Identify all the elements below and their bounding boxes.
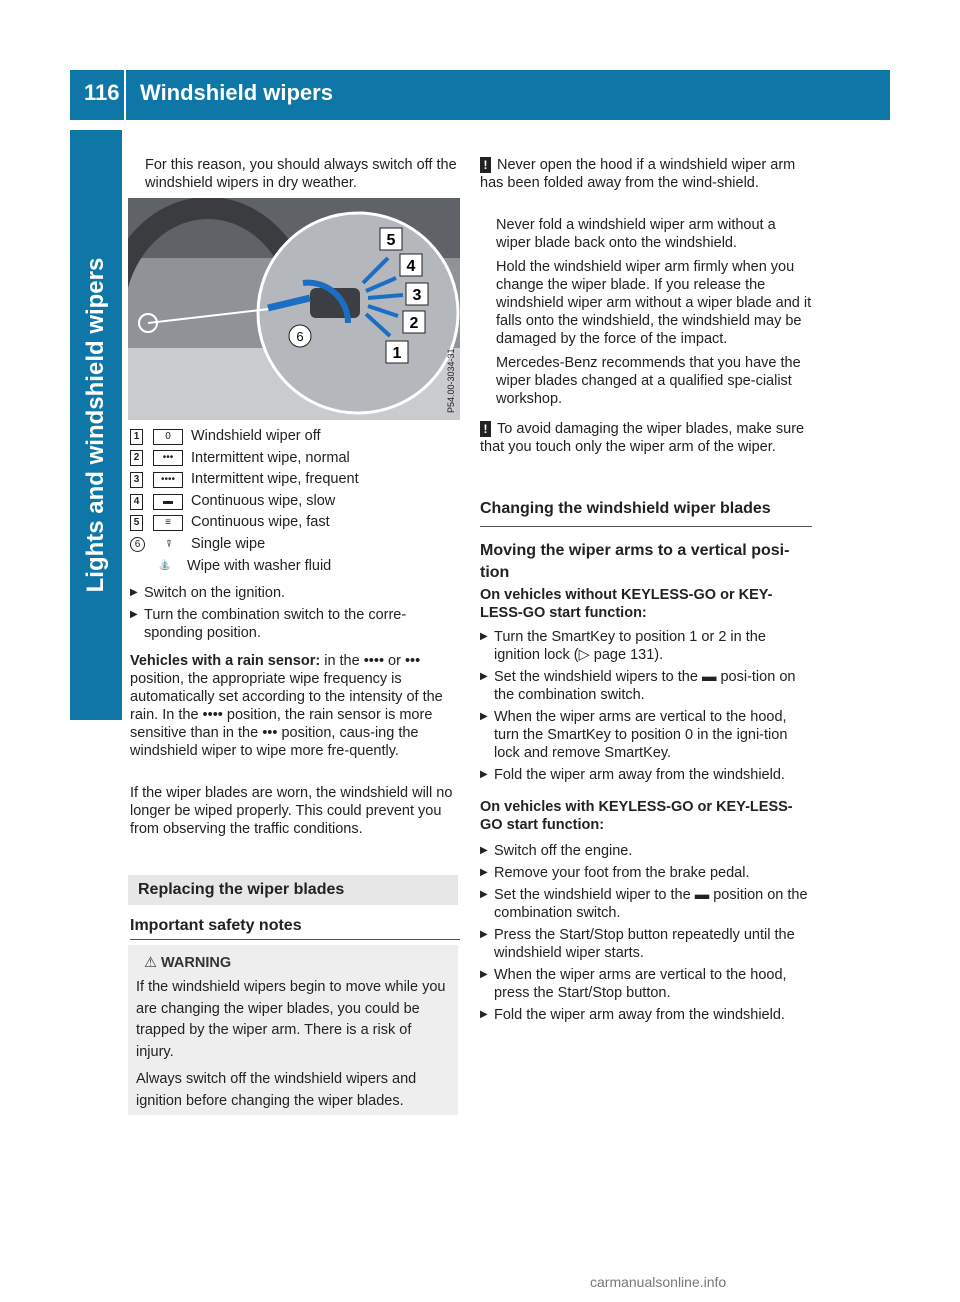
step-item: ▶ When the wiper arms are vertical to the hood, press the Start/Stop button. xyxy=(480,966,812,1002)
legend-item: 6 ⍒ Single wipe xyxy=(130,534,460,556)
page-number: 116 xyxy=(84,80,120,105)
intermittent-frequent-icon: •••• xyxy=(153,472,183,488)
step-item: ▶ When the wiper arms are vertical to the hood, turn the SmartKey to position 0 in the igni-tion lock and remove SmartKey. xyxy=(480,708,812,762)
section-title: Replacing the wiper blades xyxy=(138,881,345,898)
sub-without-keyless: On vehicles without KEYLESS-GO or KEY-LESS-GO start function: xyxy=(480,587,773,621)
heading-rule xyxy=(480,526,812,527)
warning-triangle-icon: ⚠ xyxy=(144,955,162,971)
hold-paragraph: Hold the windshield wiper arm firmly when you change the wiper blade. If you release the windshield wiper arm without a wiper blade and it falls onto the windshield, the windshield may be damaged by the force of the impact. xyxy=(496,259,812,347)
single-wipe-icon: ⍒ xyxy=(166,538,172,550)
warning-heading: ⚠ WARNING xyxy=(144,955,232,971)
workshop-paragraph: Mercedes-Benz recommends that you have the wiper blades changed at a qualified spe-cialist workshop. xyxy=(496,355,801,407)
continuous-fast-icon: ≡ xyxy=(153,515,183,531)
page-title: Windshield wipers xyxy=(140,80,333,105)
header-divider xyxy=(124,70,126,120)
watermark: carmanualsonline.info xyxy=(590,1274,727,1290)
steps-with-keyless xyxy=(480,842,812,1024)
section-band xyxy=(128,875,458,905)
step-item: ▶ Turn the combination switch to the corre-sponding position. xyxy=(130,606,460,642)
continuous-slow-icon: ▬ xyxy=(153,494,183,510)
legend-list xyxy=(130,426,460,577)
legend-item: 1 0 Windshield wiper off xyxy=(130,426,460,448)
subsection-title: Important safety notes xyxy=(130,917,302,934)
legend-item: 4 ▬ Continuous wipe, slow xyxy=(130,491,460,513)
note-blades: ! To avoid damaging the wiper blades, make sure that you touch only the wiper arm of the wiper. xyxy=(480,421,805,455)
warning-body: If the windshield wipers begin to move while you are changing the wiper blades, you could be trapped by the wiper arm. There is a risk of injury. Always switch off the windshield wipers and ignition before changing the wiper blades. xyxy=(136,979,446,1109)
callout-4: 4 xyxy=(406,258,416,275)
legend-item: ⛲ Wipe with washer fluid xyxy=(130,556,460,578)
intermittent-normal-icon: ••• xyxy=(153,450,183,466)
legend-item: 3 •••• Intermittent wipe, frequent xyxy=(130,469,460,491)
step-item: ▶ Set the windshield wiper to the ▬ position on the combination switch. xyxy=(480,886,812,922)
step-item: ▶ Remove your foot from the brake pedal. xyxy=(480,864,812,882)
steps-without-keyless xyxy=(480,628,812,784)
exclamation-icon: ! xyxy=(480,157,491,173)
callout-2: 2 xyxy=(409,315,419,332)
callout-3: 3 xyxy=(412,287,422,304)
note-hood: ! Never open the hood if a windshield wiper arm has been folded away from the wind-shield. xyxy=(480,157,796,191)
figure-illustration xyxy=(128,198,460,420)
intro-text: For this reason, you should always switch off the windshield wipers in dry weather. xyxy=(145,157,457,191)
combination-switch-figure xyxy=(128,198,460,420)
legend-item: 5 ≡ Continuous wipe, fast xyxy=(130,512,460,534)
rain-sensor-paragraph: Vehicles with a rain sensor: in the •••• or ••• position, the appropriate wipe frequency is automatically set according to the intensity of the rain. In the •••• position, the rain sensor is more sensitive than in the ••• position, caus-ing the windshield wiper to wipe more fre-quently. xyxy=(130,653,443,759)
fold-paragraph: Never fold a windshield wiper arm without a wiper blade back onto the windshield. xyxy=(496,217,776,251)
page-header xyxy=(70,70,890,120)
figure-code: P54.00-3034-31 xyxy=(446,348,456,413)
legend-item: 2 ••• Intermittent wipe, normal xyxy=(130,448,460,470)
chapter-side-tab xyxy=(70,130,122,720)
callout-1: 1 xyxy=(392,345,402,362)
heading-changing-blades: Changing the windshield wiper blades xyxy=(480,500,771,517)
heading-moving-arms: Moving the wiper arms to a vertical posi-tion xyxy=(480,542,790,581)
ignition-steps xyxy=(130,584,460,642)
step-item: ▶ Switch on the ignition. xyxy=(130,584,460,602)
step-item: ▶ Fold the wiper arm away from the windshield. xyxy=(480,766,812,784)
washer-fluid-icon: ⛲ xyxy=(158,560,172,572)
chapter-label: Lights and windshield wipers xyxy=(82,257,109,593)
exclamation-icon: ! xyxy=(480,421,491,437)
worn-blades-paragraph: If the wiper blades are worn, the windshield will no longer be wiped properly. This could prevent you from observing the traffic conditions. xyxy=(130,785,453,837)
step-item: ▶ Set the windshield wipers to the ▬ posi-tion on the combination switch. xyxy=(480,668,812,704)
sub-with-keyless: On vehicles with KEYLESS-GO or KEY-LESS-GO start function: xyxy=(480,799,793,833)
step-item: ▶ Fold the wiper arm away from the windshield. xyxy=(480,1006,812,1024)
step-item: ▶ Press the Start/Stop button repeatedly until the windshield wiper starts. xyxy=(480,926,812,962)
subsection-rule xyxy=(130,939,460,940)
step-item: ▶ Turn the SmartKey to position 1 or 2 in the ignition lock (▷ page 131). xyxy=(480,628,812,664)
warning-box xyxy=(128,945,458,1115)
callout-6: 6 xyxy=(296,329,304,344)
step-item: ▶ Switch off the engine. xyxy=(480,842,812,860)
callout-5: 5 xyxy=(386,232,396,249)
switch-off-icon: 0 xyxy=(153,429,183,445)
